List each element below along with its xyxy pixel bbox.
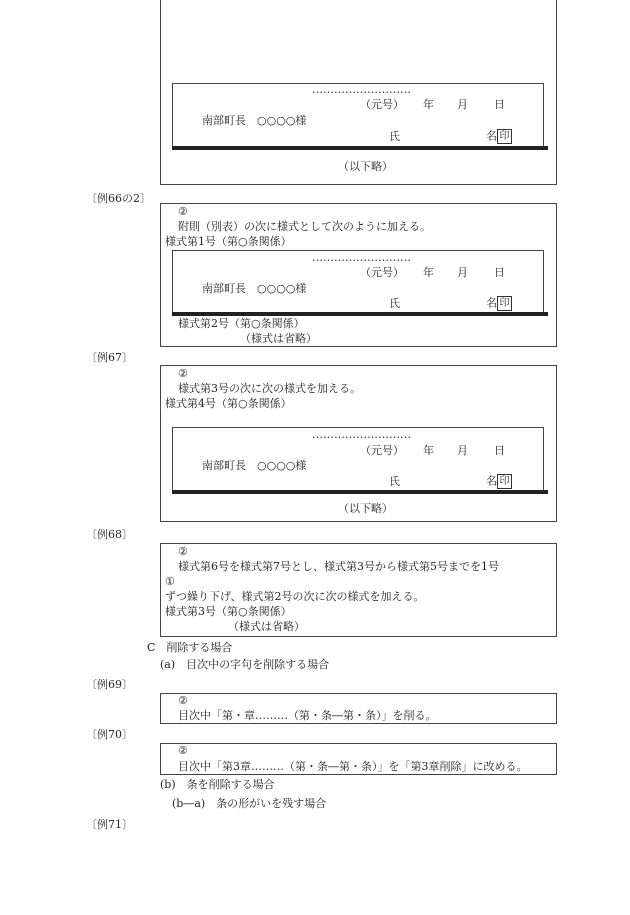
circled-number: ① xyxy=(165,575,175,588)
example-label: 〔例68〕 xyxy=(86,528,133,541)
instruction-line: 附則（別表）の次に様式として次のように加える。 xyxy=(178,220,431,233)
name-given-label: 名 印 xyxy=(486,474,512,489)
year-label: 年 xyxy=(423,266,434,279)
form-title: 様式第2号（第○条関係） xyxy=(178,317,305,330)
subsection-heading: (a) 目次中の字句を削除する場合 xyxy=(160,658,330,671)
era-label: （元号） xyxy=(360,266,404,279)
form-rule-1 xyxy=(172,146,548,150)
omitted-note: （様式は省略） xyxy=(228,620,305,633)
day-label: 日 xyxy=(494,98,505,111)
example-label: 〔例71〕 xyxy=(86,818,133,831)
circled-number: ② xyxy=(178,205,188,218)
instruction-line: 目次中「第3章………（第・条―第・条）」を「第3章削除」に改める。 xyxy=(178,760,528,773)
year-label: 年 xyxy=(423,444,434,457)
month-label: 月 xyxy=(457,266,468,279)
month-label: 月 xyxy=(457,444,468,457)
seal-icon: 印 xyxy=(497,296,512,311)
day-label: 日 xyxy=(494,266,505,279)
form-title: 様式第3号（第○条関係） xyxy=(165,605,292,618)
seal-icon: 印 xyxy=(497,474,512,489)
instruction-line: 目次中「第・章………（第・条―第・条）」を削る。 xyxy=(178,709,437,722)
example-label: 〔例67〕 xyxy=(86,351,133,364)
subsection-heading: (b) 条を削除する場合 xyxy=(160,778,275,791)
name-given-label: 名 印 xyxy=(486,129,512,144)
day-label: 日 xyxy=(494,444,505,457)
section-heading: C 削除する場合 xyxy=(147,641,233,654)
seal-icon: 印 xyxy=(497,129,512,144)
instruction-line: ずつ繰り下げ、様式第2号の次に次の様式を加える。 xyxy=(165,590,425,603)
era-label: （元号） xyxy=(360,98,404,111)
circled-number: ② xyxy=(178,545,188,558)
era-label: （元号） xyxy=(360,444,404,457)
omitted-note: （様式は省略） xyxy=(240,332,317,345)
omitted-note: （以下略） xyxy=(338,502,393,515)
dots-line: ……………………… xyxy=(312,428,411,441)
form-title: 様式第1号（第○条関係） xyxy=(165,235,292,248)
name-surname-label: 氏 xyxy=(389,130,400,143)
name-surname-label: 氏 xyxy=(389,475,400,488)
addressee: 南部町長 ○○○○様 xyxy=(202,114,307,127)
example-label: 〔例70〕 xyxy=(86,728,133,741)
name-surname-label: 氏 xyxy=(389,297,400,310)
form-rule-3 xyxy=(172,490,548,494)
omitted-note: （以下略） xyxy=(338,160,393,173)
year-label: 年 xyxy=(423,98,434,111)
dots-line: ……………………… xyxy=(312,83,411,96)
circled-number: ② xyxy=(178,367,188,380)
addressee: 南部町長 ○○○○様 xyxy=(202,459,307,472)
instruction-line: 様式第6号を様式第7号とし、様式第3号から様式第5号までを1号 xyxy=(178,560,499,573)
example-label: 〔例66の2〕 xyxy=(86,192,151,205)
circled-number: ② xyxy=(178,694,188,707)
example-label: 〔例69〕 xyxy=(86,678,133,691)
dots-line: ……………………… xyxy=(312,251,411,264)
instruction-line: 様式第3号の次に次の様式を加える。 xyxy=(178,382,361,395)
month-label: 月 xyxy=(457,98,468,111)
subsection-heading: (b―a) 条の形がいを残す場合 xyxy=(172,797,327,810)
name-given-label: 名 印 xyxy=(486,296,512,311)
form-rule-2 xyxy=(172,312,548,316)
circled-number: ② xyxy=(178,744,188,757)
addressee: 南部町長 ○○○○様 xyxy=(202,282,307,295)
form-title: 様式第4号（第○条関係） xyxy=(165,397,292,410)
